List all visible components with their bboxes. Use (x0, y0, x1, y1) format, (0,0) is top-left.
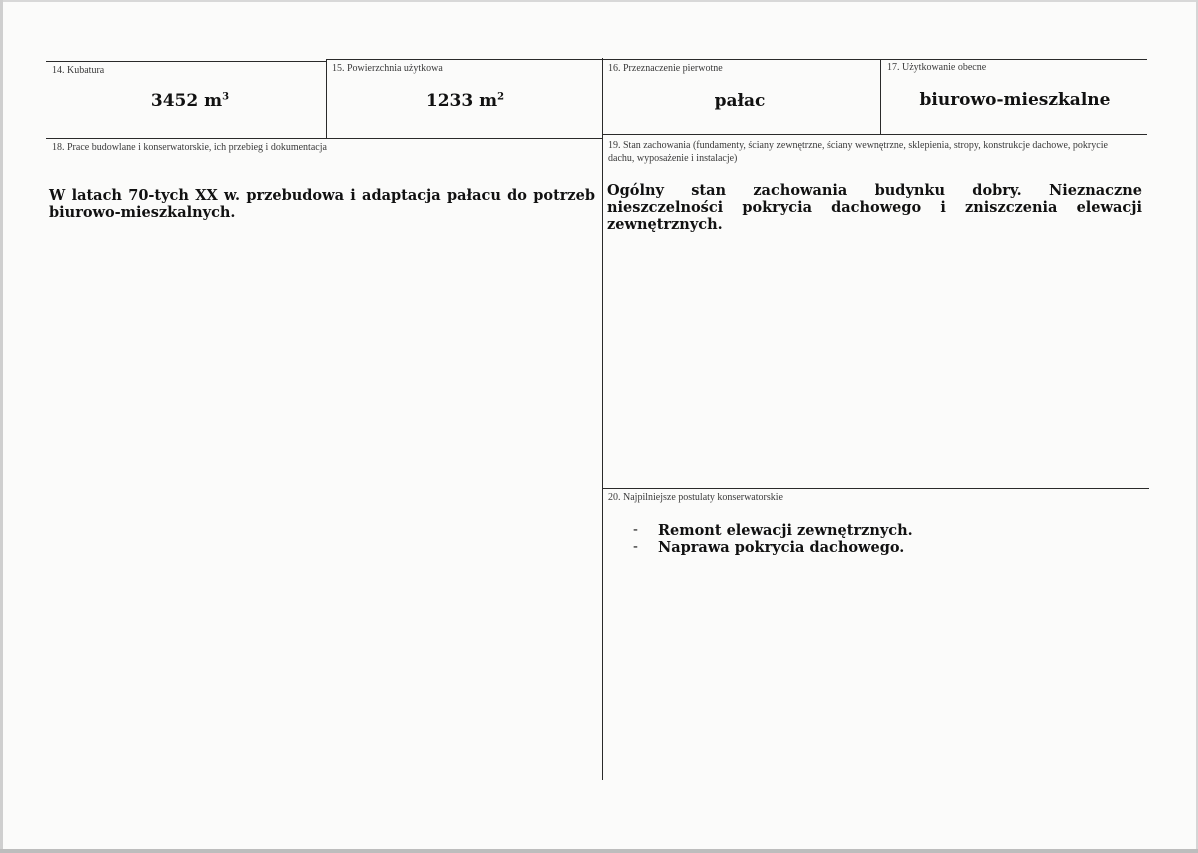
field-18-label: 18. Prace budowlane i konserwatorskie, ich przebieg i dokumentacja (52, 142, 327, 153)
rule-f20-top (602, 488, 1149, 489)
rule-f16-f17-top (602, 59, 1147, 60)
list-item-text: Naprawa pokrycia dachowego. (658, 539, 905, 556)
field-15-value (395, 91, 535, 111)
scan-edge-left (0, 0, 3, 853)
list-item-text: Remont elewacji zewnętrznych. (658, 522, 913, 539)
field-15-label: 15. Powierzchnia użytkowa (332, 63, 443, 74)
rule-f18-top (46, 138, 602, 139)
field-14-value-text: 3452 m (150, 91, 223, 111)
field-15-unit-exponent: 2 (497, 91, 505, 103)
field-16-value: pałac (714, 91, 766, 111)
rule-f15-top (326, 59, 602, 60)
field-18-text: W latach 70-tych XX w. przebudowa i adaptacja pałacu do potrzeb biurowo-mieszkalnych. (49, 187, 595, 221)
field-14-value (120, 91, 260, 111)
field-16-label: 16. Przeznaczenie pierwotne (608, 63, 723, 74)
list-item (633, 522, 1033, 539)
postulates-list (633, 522, 1033, 556)
divider-f16-f17 (880, 59, 881, 134)
scan-edge-top (0, 0, 1198, 2)
field-14-unit-exponent: 3 (222, 91, 230, 103)
scan-edge-bottom (0, 849, 1198, 853)
field-20-label: 20. Najpilniejsze postulaty konserwatorskie (608, 492, 783, 503)
field-14-label: 14. Kubatura (52, 65, 105, 76)
list-item (633, 539, 1033, 556)
field-15-value-text: 1233 m (425, 91, 498, 111)
field-17-value: biurowo-mieszkalne (919, 90, 1111, 110)
list-dash: - (633, 539, 638, 555)
field-19-label: 19. Stan zachowania (fundamenty, ściany zewnętrzne, ściany wewnętrzne, sklepienia, stropy, konstrukcje dachowe, pokrycie dachu, wyposażenie i instalacje) (608, 140, 1108, 164)
rule-f14-top (46, 61, 326, 62)
divider-f14-f15 (326, 60, 327, 138)
field-19-text: Ogólny stan zachowania budynku dobry. Nieznaczne nieszczelności pokrycia dachowego i zniszczenia elewacji zewnętrznych. (607, 182, 1142, 233)
divider-main-vertical (602, 58, 603, 780)
rule-f19-top (602, 134, 1147, 135)
field-17-label: 17. Użytkowanie obecne (887, 62, 987, 73)
list-dash: - (633, 522, 638, 538)
